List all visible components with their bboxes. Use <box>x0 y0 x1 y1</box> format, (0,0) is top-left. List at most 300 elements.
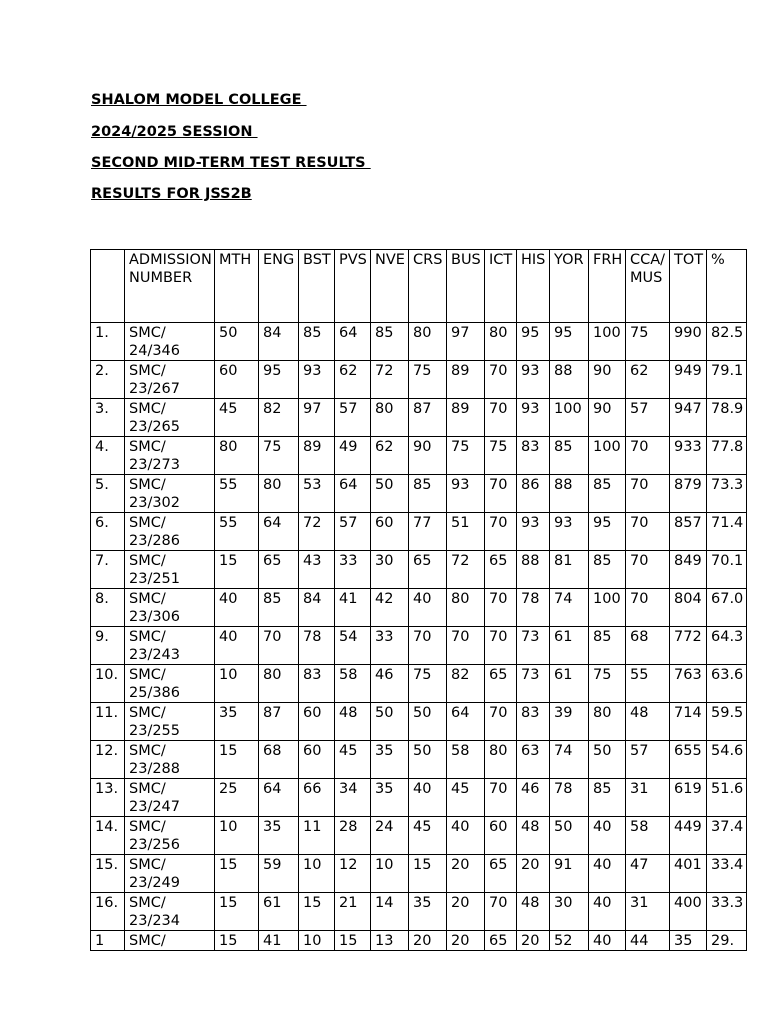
score-cell: 31 <box>626 893 670 931</box>
column-header: TOT <box>670 250 707 323</box>
score-cell: 64 <box>259 779 299 817</box>
score-cell: 80 <box>371 399 409 437</box>
score-cell: 74 <box>550 589 589 627</box>
score-cell: 772 <box>670 627 707 665</box>
admission-number-cell: SMC/ 23/243 <box>125 627 215 665</box>
row-number-cell: 14. <box>91 817 125 855</box>
table-row <box>91 513 747 551</box>
score-cell: 947 <box>670 399 707 437</box>
score-cell: 64 <box>335 323 371 361</box>
score-cell: 62 <box>626 361 670 399</box>
score-cell: 11 <box>299 817 335 855</box>
score-cell: 20 <box>409 931 447 951</box>
score-cell: 79.1 <box>707 361 747 399</box>
score-cell: 24 <box>371 817 409 855</box>
row-number-cell: 12. <box>91 741 125 779</box>
score-cell: 75 <box>447 437 485 475</box>
score-cell: 50 <box>371 475 409 513</box>
row-number-cell: 16. <box>91 893 125 931</box>
column-header: MTH <box>215 250 259 323</box>
score-cell: 65 <box>485 551 517 589</box>
score-cell: 70 <box>485 475 517 513</box>
score-cell: 85 <box>409 475 447 513</box>
score-cell: 30 <box>371 551 409 589</box>
score-cell: 41 <box>335 589 371 627</box>
score-cell: 64.3 <box>707 627 747 665</box>
table-row <box>91 361 747 399</box>
score-cell: 15 <box>409 855 447 893</box>
session-heading: 2024/2025 SESSION <box>91 124 258 140</box>
score-cell: 35 <box>670 931 707 951</box>
admission-number-cell: SMC/ 25/386 <box>125 665 215 703</box>
score-cell: 54.6 <box>707 741 747 779</box>
score-cell: 62 <box>371 437 409 475</box>
score-cell: 58 <box>447 741 485 779</box>
row-number-cell: 9. <box>91 627 125 665</box>
admission-number-cell: SMC/ 23/256 <box>125 817 215 855</box>
score-cell: 20 <box>447 855 485 893</box>
score-cell: 71.4 <box>707 513 747 551</box>
admission-number-cell: SMC/ 23/267 <box>125 361 215 399</box>
score-cell: 449 <box>670 817 707 855</box>
score-cell: 63.6 <box>707 665 747 703</box>
score-cell: 85 <box>589 551 626 589</box>
column-header: ICT <box>485 250 517 323</box>
score-cell: 46 <box>517 779 550 817</box>
score-cell: 15 <box>299 893 335 931</box>
score-cell: 97 <box>299 399 335 437</box>
score-cell: 77.8 <box>707 437 747 475</box>
score-cell: 40 <box>589 893 626 931</box>
table-row <box>91 893 747 931</box>
score-cell: 70 <box>626 513 670 551</box>
score-cell: 33 <box>335 551 371 589</box>
score-cell: 44 <box>626 931 670 951</box>
score-cell: 85 <box>299 323 335 361</box>
score-cell: 35 <box>371 741 409 779</box>
score-cell: 90 <box>589 399 626 437</box>
score-cell: 15 <box>215 893 259 931</box>
score-cell: 40 <box>589 817 626 855</box>
score-cell: 60 <box>371 513 409 551</box>
score-cell: 87 <box>259 703 299 741</box>
score-cell: 88 <box>517 551 550 589</box>
score-cell: 63 <box>517 741 550 779</box>
score-cell: 48 <box>517 893 550 931</box>
score-cell: 72 <box>447 551 485 589</box>
row-number-cell: 1 <box>91 931 125 951</box>
score-cell: 83 <box>299 665 335 703</box>
class-heading: RESULTS FOR JSS2B <box>91 186 252 202</box>
score-cell: 14 <box>371 893 409 931</box>
admission-number-cell: SMC/ <box>125 931 215 951</box>
score-cell: 59 <box>259 855 299 893</box>
score-cell: 88 <box>550 361 589 399</box>
score-cell: 91 <box>550 855 589 893</box>
column-header: BST <box>299 250 335 323</box>
score-cell: 28 <box>335 817 371 855</box>
column-header: ADMISSION NUMBER <box>125 250 215 323</box>
table-row <box>91 703 747 741</box>
score-cell: 61 <box>259 893 299 931</box>
score-cell: 97 <box>447 323 485 361</box>
score-cell: 60 <box>215 361 259 399</box>
score-cell: 49 <box>335 437 371 475</box>
score-cell: 50 <box>371 703 409 741</box>
score-cell: 70 <box>485 361 517 399</box>
score-cell: 70 <box>447 627 485 665</box>
table-row <box>91 475 747 513</box>
admission-number-cell: SMC/ 23/302 <box>125 475 215 513</box>
score-cell: 933 <box>670 437 707 475</box>
score-cell: 81 <box>550 551 589 589</box>
table-row <box>91 779 747 817</box>
score-cell: 82.5 <box>707 323 747 361</box>
admission-number-cell: SMC/ 23/247 <box>125 779 215 817</box>
score-cell: 78.9 <box>707 399 747 437</box>
score-cell: 95 <box>517 323 550 361</box>
admission-number-cell: SMC/ 23/251 <box>125 551 215 589</box>
score-cell: 48 <box>335 703 371 741</box>
score-cell: 93 <box>550 513 589 551</box>
score-cell: 60 <box>299 741 335 779</box>
score-cell: 95 <box>589 513 626 551</box>
score-cell: 87 <box>409 399 447 437</box>
score-cell: 70 <box>626 475 670 513</box>
score-cell: 70 <box>485 703 517 741</box>
column-header: CRS <box>409 250 447 323</box>
score-cell: 73 <box>517 665 550 703</box>
score-cell: 10 <box>299 855 335 893</box>
score-cell: 45 <box>215 399 259 437</box>
score-cell: 70.1 <box>707 551 747 589</box>
table-row <box>91 437 747 475</box>
score-cell: 89 <box>447 361 485 399</box>
row-number-cell: 7. <box>91 551 125 589</box>
score-cell: 80 <box>485 741 517 779</box>
score-cell: 400 <box>670 893 707 931</box>
admission-number-cell: SMC/ 23/286 <box>125 513 215 551</box>
score-cell: 35 <box>215 703 259 741</box>
score-cell: 89 <box>299 437 335 475</box>
score-cell: 83 <box>517 437 550 475</box>
score-cell: 85 <box>371 323 409 361</box>
score-cell: 48 <box>517 817 550 855</box>
admission-number-cell: SMC/ 23/306 <box>125 589 215 627</box>
score-cell: 57 <box>626 399 670 437</box>
score-cell: 61 <box>550 665 589 703</box>
score-cell: 33.4 <box>707 855 747 893</box>
score-cell: 57 <box>626 741 670 779</box>
score-cell: 40 <box>215 627 259 665</box>
admission-number-cell: SMC/ 23/249 <box>125 855 215 893</box>
table-header-row <box>91 250 747 323</box>
score-cell: 51 <box>447 513 485 551</box>
score-cell: 100 <box>589 323 626 361</box>
table-row <box>91 627 747 665</box>
score-cell: 80 <box>589 703 626 741</box>
table-row <box>91 665 747 703</box>
score-cell: 90 <box>589 361 626 399</box>
row-number-cell: 10. <box>91 665 125 703</box>
score-cell: 93 <box>517 361 550 399</box>
score-cell: 42 <box>371 589 409 627</box>
row-number-cell: 3. <box>91 399 125 437</box>
score-cell: 35 <box>371 779 409 817</box>
score-cell: 85 <box>589 627 626 665</box>
score-cell: 37.4 <box>707 817 747 855</box>
row-number-cell: 13. <box>91 779 125 817</box>
table-row <box>91 323 747 361</box>
score-cell: 93 <box>517 513 550 551</box>
row-number-cell: 1. <box>91 323 125 361</box>
score-cell: 75 <box>409 361 447 399</box>
row-number-cell: 5. <box>91 475 125 513</box>
score-cell: 804 <box>670 589 707 627</box>
score-cell: 85 <box>589 779 626 817</box>
score-cell: 13 <box>371 931 409 951</box>
score-cell: 10 <box>215 665 259 703</box>
score-cell: 401 <box>670 855 707 893</box>
score-cell: 40 <box>409 589 447 627</box>
row-number-cell: 15. <box>91 855 125 893</box>
score-cell: 67.0 <box>707 589 747 627</box>
score-cell: 15 <box>335 931 371 951</box>
score-cell: 43 <box>299 551 335 589</box>
score-cell: 70 <box>485 779 517 817</box>
score-cell: 21 <box>335 893 371 931</box>
score-cell: 93 <box>299 361 335 399</box>
score-cell: 54 <box>335 627 371 665</box>
score-cell: 68 <box>626 627 670 665</box>
score-cell: 20 <box>517 931 550 951</box>
score-cell: 33.3 <box>707 893 747 931</box>
row-number-cell: 4. <box>91 437 125 475</box>
score-cell: 80 <box>259 665 299 703</box>
score-cell: 12 <box>335 855 371 893</box>
score-cell: 80 <box>409 323 447 361</box>
score-cell: 72 <box>371 361 409 399</box>
score-cell: 50 <box>589 741 626 779</box>
table-row <box>91 551 747 589</box>
score-cell: 80 <box>447 589 485 627</box>
score-cell: 84 <box>259 323 299 361</box>
score-cell: 64 <box>259 513 299 551</box>
score-cell: 85 <box>259 589 299 627</box>
score-cell: 45 <box>409 817 447 855</box>
score-cell: 100 <box>589 589 626 627</box>
score-cell: 57 <box>335 399 371 437</box>
score-cell: 30 <box>550 893 589 931</box>
score-cell: 655 <box>670 741 707 779</box>
score-cell: 70 <box>626 437 670 475</box>
column-header: NVE <box>371 250 409 323</box>
score-cell: 70 <box>626 589 670 627</box>
score-cell: 70 <box>485 627 517 665</box>
score-cell: 763 <box>670 665 707 703</box>
score-cell: 35 <box>409 893 447 931</box>
score-cell: 68 <box>259 741 299 779</box>
score-cell: 58 <box>626 817 670 855</box>
score-cell: 990 <box>670 323 707 361</box>
score-cell: 60 <box>485 817 517 855</box>
score-cell: 78 <box>550 779 589 817</box>
score-cell: 74 <box>550 741 589 779</box>
score-cell: 82 <box>447 665 485 703</box>
score-cell: 65 <box>485 665 517 703</box>
score-cell: 10 <box>299 931 335 951</box>
score-cell: 47 <box>626 855 670 893</box>
score-cell: 65 <box>485 855 517 893</box>
score-cell: 80 <box>485 323 517 361</box>
score-cell: 50 <box>409 703 447 741</box>
table-row <box>91 399 747 437</box>
score-cell: 75 <box>626 323 670 361</box>
score-cell: 50 <box>215 323 259 361</box>
score-cell: 86 <box>517 475 550 513</box>
column-header: YOR <box>550 250 589 323</box>
score-cell: 57 <box>335 513 371 551</box>
score-cell: 33 <box>371 627 409 665</box>
score-cell: 55 <box>215 475 259 513</box>
admission-number-cell: SMC/ 23/265 <box>125 399 215 437</box>
score-cell: 55 <box>626 665 670 703</box>
score-cell: 40 <box>589 855 626 893</box>
test-title-heading: SECOND MID-TERM TEST RESULTS <box>91 155 371 171</box>
score-cell: 83 <box>517 703 550 741</box>
score-cell: 95 <box>550 323 589 361</box>
column-header: CCA/ MUS <box>626 250 670 323</box>
score-cell: 61 <box>550 627 589 665</box>
column-header <box>91 250 125 323</box>
score-cell: 857 <box>670 513 707 551</box>
column-header: ENG <box>259 250 299 323</box>
row-number-cell: 11. <box>91 703 125 741</box>
score-cell: 82 <box>259 399 299 437</box>
score-cell: 31 <box>626 779 670 817</box>
score-cell: 45 <box>447 779 485 817</box>
score-cell: 20 <box>517 855 550 893</box>
table-row <box>91 589 747 627</box>
score-cell: 10 <box>371 855 409 893</box>
score-cell: 34 <box>335 779 371 817</box>
score-cell: 70 <box>485 893 517 931</box>
row-number-cell: 2. <box>91 361 125 399</box>
column-header: BUS <box>447 250 485 323</box>
score-cell: 15 <box>215 551 259 589</box>
score-cell: 70 <box>485 513 517 551</box>
score-cell: 48 <box>626 703 670 741</box>
score-cell: 949 <box>670 361 707 399</box>
score-cell: 100 <box>589 437 626 475</box>
score-cell: 20 <box>447 931 485 951</box>
score-cell: 90 <box>409 437 447 475</box>
results-table <box>90 249 747 951</box>
column-header: PVS <box>335 250 371 323</box>
score-cell: 77 <box>409 513 447 551</box>
score-cell: 85 <box>550 437 589 475</box>
score-cell: 70 <box>259 627 299 665</box>
admission-number-cell: SMC/ 23/234 <box>125 893 215 931</box>
score-cell: 64 <box>335 475 371 513</box>
score-cell: 70 <box>485 399 517 437</box>
score-cell: 70 <box>485 589 517 627</box>
score-cell: 39 <box>550 703 589 741</box>
score-cell: 15 <box>215 741 259 779</box>
score-cell: 53 <box>299 475 335 513</box>
score-cell: 45 <box>335 741 371 779</box>
row-number-cell: 8. <box>91 589 125 627</box>
score-cell: 75 <box>259 437 299 475</box>
score-cell: 84 <box>299 589 335 627</box>
admission-number-cell: SMC/ 23/255 <box>125 703 215 741</box>
score-cell: 879 <box>670 475 707 513</box>
score-cell: 25 <box>215 779 259 817</box>
table-row <box>91 741 747 779</box>
score-cell: 80 <box>215 437 259 475</box>
score-cell: 85 <box>589 475 626 513</box>
score-cell: 52 <box>550 931 589 951</box>
table-row <box>91 931 747 951</box>
score-cell: 88 <box>550 475 589 513</box>
score-cell: 35 <box>259 817 299 855</box>
school-name-heading: SHALOM MODEL COLLEGE <box>91 92 307 108</box>
score-cell: 849 <box>670 551 707 589</box>
score-cell: 40 <box>447 817 485 855</box>
score-cell: 93 <box>447 475 485 513</box>
score-cell: 60 <box>299 703 335 741</box>
score-cell: 55 <box>215 513 259 551</box>
score-cell: 95 <box>259 361 299 399</box>
score-cell: 714 <box>670 703 707 741</box>
score-cell: 65 <box>409 551 447 589</box>
table-row <box>91 817 747 855</box>
score-cell: 62 <box>335 361 371 399</box>
score-cell: 619 <box>670 779 707 817</box>
admission-number-cell: SMC/ 23/288 <box>125 741 215 779</box>
score-cell: 40 <box>589 931 626 951</box>
score-cell: 89 <box>447 399 485 437</box>
score-cell: 15 <box>215 855 259 893</box>
score-cell: 51.6 <box>707 779 747 817</box>
score-cell: 75 <box>409 665 447 703</box>
score-cell: 75 <box>589 665 626 703</box>
score-cell: 41 <box>259 931 299 951</box>
row-number-cell: 6. <box>91 513 125 551</box>
score-cell: 78 <box>517 589 550 627</box>
score-cell: 65 <box>485 931 517 951</box>
score-cell: 75 <box>485 437 517 475</box>
score-cell: 73.3 <box>707 475 747 513</box>
score-cell: 66 <box>299 779 335 817</box>
score-cell: 100 <box>550 399 589 437</box>
score-cell: 64 <box>447 703 485 741</box>
score-cell: 59.5 <box>707 703 747 741</box>
score-cell: 20 <box>447 893 485 931</box>
score-cell: 29. <box>707 931 747 951</box>
score-cell: 72 <box>299 513 335 551</box>
score-cell: 80 <box>259 475 299 513</box>
score-cell: 70 <box>626 551 670 589</box>
score-cell: 93 <box>517 399 550 437</box>
column-header: FRH <box>589 250 626 323</box>
score-cell: 10 <box>215 817 259 855</box>
score-cell: 46 <box>371 665 409 703</box>
column-header: % <box>707 250 747 323</box>
table-row <box>91 855 747 893</box>
column-header: HIS <box>517 250 550 323</box>
score-cell: 15 <box>215 931 259 951</box>
